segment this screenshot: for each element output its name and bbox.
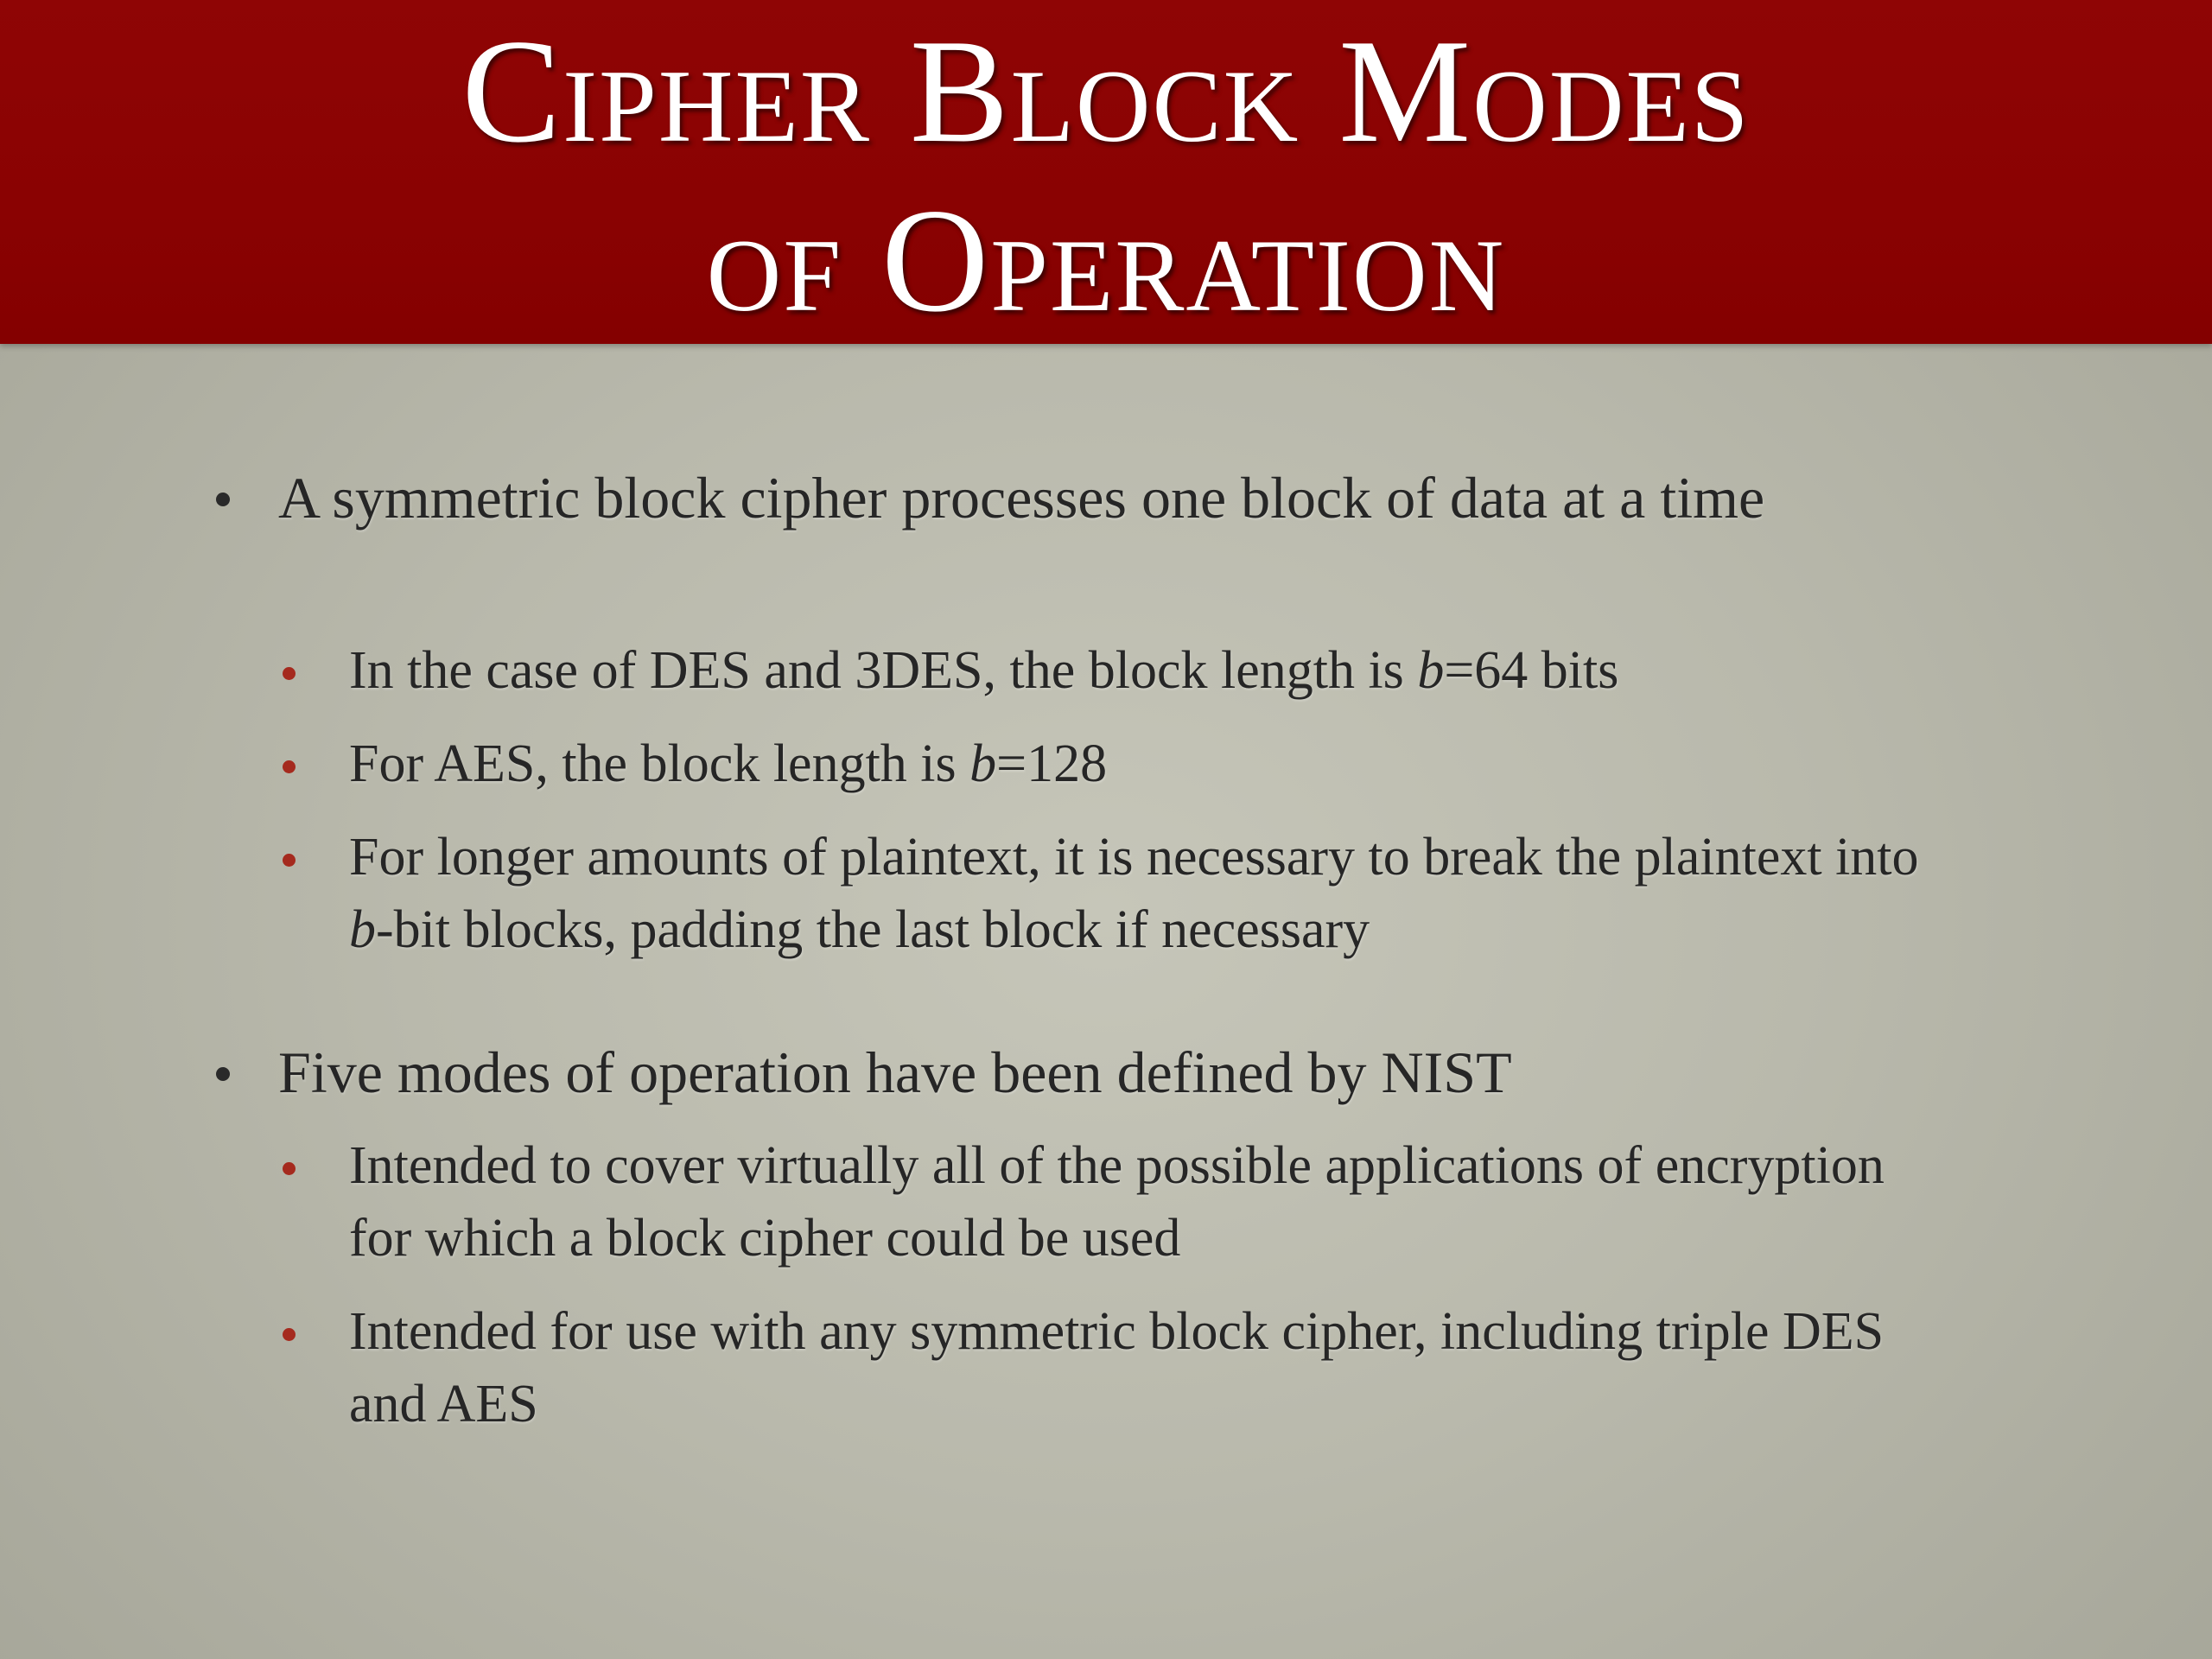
bullet-2-text: Five modes of operation have been defined by NIST xyxy=(278,1039,1512,1105)
sub-bullet-2-1: Intended to cover virtually all of the possible applications of encryption for which a block cipher could be used xyxy=(349,1136,1885,1268)
bullet-1-text: A symmetric block cipher processes one block of data at a time xyxy=(278,465,1765,531)
bullet-dot xyxy=(216,493,230,506)
sub-bullet-1-1: In the case of DES and 3DES, the block length is b=64 bits xyxy=(349,641,1619,700)
sub-bullet-dot xyxy=(283,760,296,773)
slide-title-line-2: of Operation xyxy=(706,179,1506,343)
sub-bullet-2-2: Intended for use with any symmetric block cipher, including triple DES and AES xyxy=(349,1302,1885,1433)
bullet-dot xyxy=(216,1067,230,1081)
sub-bullet-1-3: For longer amounts of plaintext, it is necessary to break the plaintext into b-bit blocks, padding the last block if necessary xyxy=(349,828,1919,959)
sub-bullet-dot xyxy=(283,667,296,680)
sub-bullet-dot xyxy=(283,1162,296,1175)
sub-bullet-dot xyxy=(283,1328,296,1341)
slide-title-line-1: Cipher Block Modes xyxy=(461,10,1751,174)
sub-bullet-1-2: For AES, the block length is b=128 xyxy=(349,734,1108,793)
sub-bullet-dot xyxy=(283,854,296,867)
